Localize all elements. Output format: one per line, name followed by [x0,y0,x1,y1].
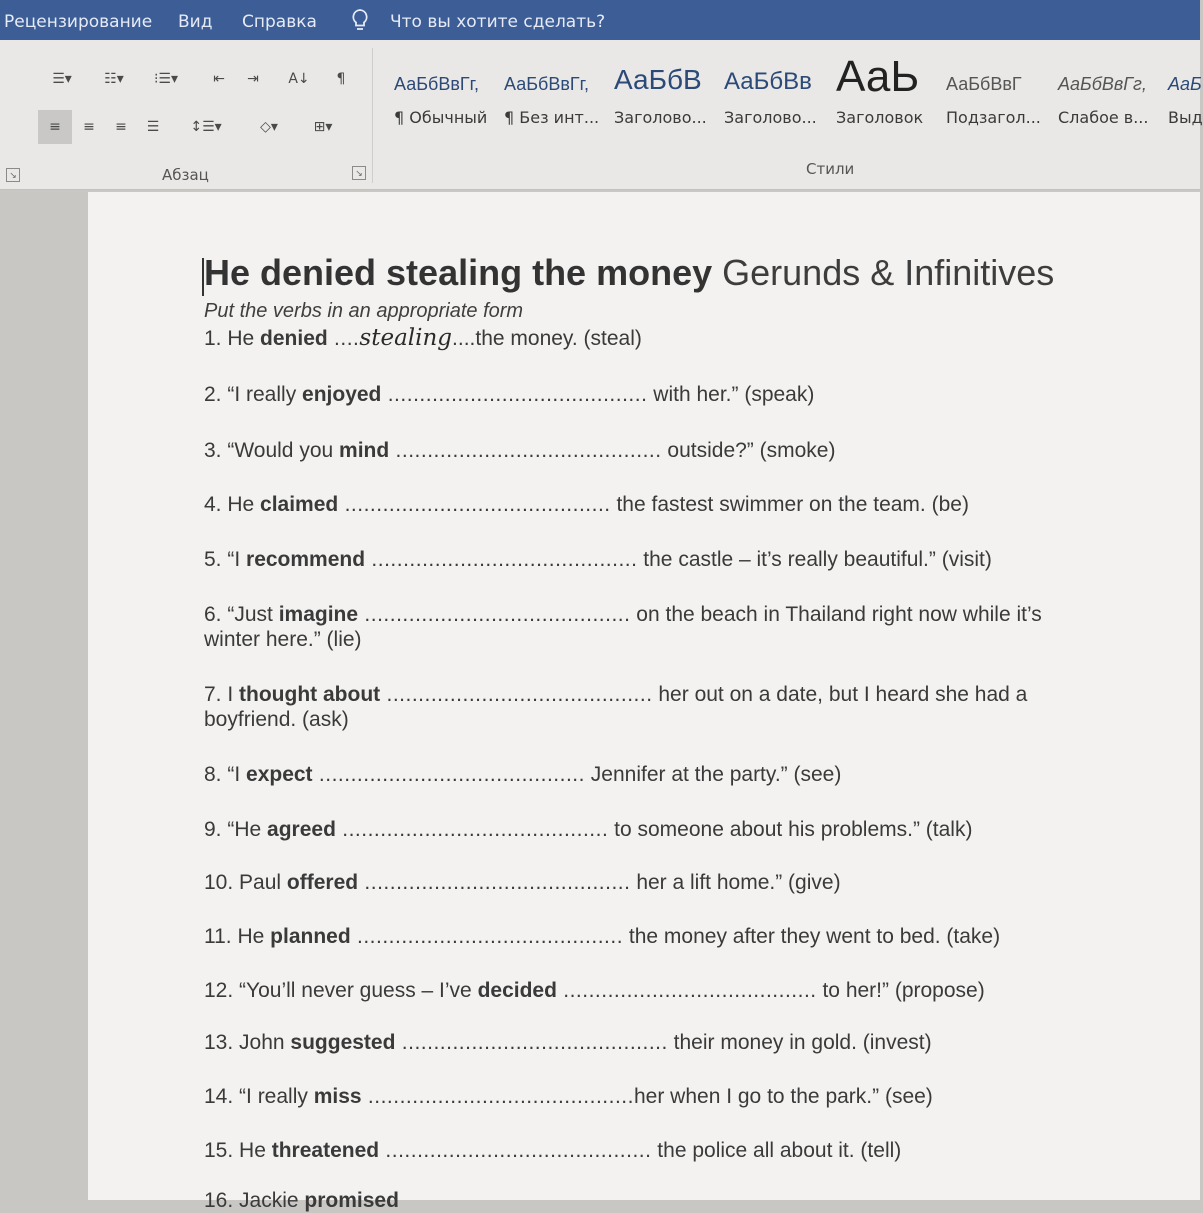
align-center-icon[interactable]: ≡ [83,119,95,135]
exercise-line [204,682,1144,707]
exercise-verb: promised [304,1189,399,1212]
exercise-suffix: her when I go to the park.” (see) [633,1085,933,1108]
answer-blank: .......................................... [380,683,653,706]
exercise-line [204,382,1144,407]
exercise-line [204,978,1144,1003]
exercise-line [204,924,1144,949]
paragraph-group-label: Абзац [162,166,209,184]
exercise-prefix: 11. He [204,925,271,948]
answer-blank: .... [327,327,360,350]
exercise-prefix: 13. John [204,1031,291,1054]
justify-icon[interactable]: ☰ [146,119,160,135]
tell-me-search[interactable]: Что вы хотите сделать? [390,12,606,32]
exercise-item [204,326,1144,351]
exercise-line [204,326,1144,351]
menu-view[interactable]: Вид [178,12,213,32]
exercise-prefix: 9. “He [204,818,268,841]
borders-icon[interactable]: ⊞▾ [313,119,333,135]
exercise-verb: threatened [271,1139,380,1162]
exercise-prefix: 6. “Just [204,603,279,626]
align-right-icon[interactable]: ≡ [115,119,127,135]
exercise-suffix: the fastest swimmer on the team. (be) [610,493,969,516]
exercise-prefix: 2. “I really [204,383,303,406]
answer-blank: .......................................... [338,493,611,516]
exercise-verb: thought about [239,683,381,706]
exercise-item [204,1084,1144,1109]
exercise-prefix: 3. “Would you [204,439,340,462]
line-spacing-icon[interactable]: ↕☰▾ [190,119,222,135]
menu-help[interactable]: Справка [242,12,317,32]
answer-blank: .......................................... [395,1031,668,1054]
exercise-suffix: outside?” (smoke) [661,439,836,462]
exercise-verb: mind [339,439,390,462]
answer-blank: .......................................... [358,603,631,626]
exercise-verb: imagine [278,603,359,626]
answer-blank: .......................................... [389,439,662,462]
exercise-line [204,1084,1144,1109]
ribbon: ☰▾ ☷▾ ⁝☰▾ ⇤ ⇥ A↓ ¶ ≡ ≡ ≡ ☰ ↕☰▾ ◇▾ ⊞▾ ↘ Абзац ↘ АаБбВвГг, ¶ Обычный АаБбВвГг, ¶ Без инт... АаБбВ Заголово... АаБбВв Заголово... АаЬ Заголовок АаБбВвГ Подзагол... АаБбВвГг, Слабое в... АаБ Выд Стили [0,40,1200,190]
exercise-suffix: her a lift home.” (give) [630,871,841,894]
exercise-line [204,1138,1144,1163]
exercise-item [204,817,1144,842]
exercise-item [204,602,1144,652]
exercise-line [204,602,1144,627]
exercise-line [204,547,1144,572]
answer-blank: ........................................ [556,979,817,1002]
exercise-item [204,547,1144,572]
exercise-prefix: 7. I [204,683,240,706]
exercise-suffix: Jennifer at the party.” (see) [584,763,842,786]
exercise-line [204,438,1144,463]
exercise-prefix: 1. He [204,327,261,350]
exercise-prefix: 12. “You’ll never guess – I’ve [204,979,478,1002]
exercise-suffix: on the beach in Thailand right now while it’s [630,603,1042,626]
menu-bar [0,0,1200,40]
answer-blank: ......................................... [381,383,648,406]
exercise-line [204,817,1144,842]
ribbon-separator [372,48,373,183]
numbering-icon[interactable]: ☷▾ [104,71,124,87]
paragraph-dialog-launcher-icon[interactable]: ↘ [352,166,366,180]
increase-indent-icon[interactable]: ⇥ [247,71,259,87]
sort-icon[interactable]: A↓ [288,71,310,87]
exercise-verb: recommend [246,548,366,571]
exercise-continuation: winter here.” (lie) [204,628,362,651]
exercise-item [204,924,1144,949]
lightbulb-icon[interactable] [350,8,370,32]
exercise-prefix: 8. “I [204,763,247,786]
handwritten-answer: stealing [359,325,453,351]
exercise-item [204,1138,1144,1163]
exercise-line [204,1030,1144,1055]
answer-blank: .......................................... [350,925,624,948]
exercise-verb: claimed [260,493,339,516]
multilevel-list-icon[interactable]: ⁝☰▾ [153,71,179,87]
exercise-item [204,1188,1144,1213]
instruction-text: Put the verbs in an appropriate form [204,300,524,322]
exercise-suffix: the police all about it. (tell) [651,1139,902,1162]
exercise-prefix: 10. Paul [204,871,287,894]
exercise-verb: enjoyed [302,383,382,406]
exercise-verb: decided [477,979,557,1002]
exercise-line [204,1188,1144,1213]
align-left-icon[interactable]: ≡ [38,110,72,144]
title-bold: He denied stealing the money [204,252,713,293]
exercise-suffix: their money in gold. (invest) [667,1031,932,1054]
exercise-suffix: the castle – it’s really beautiful.” (visit) [637,548,992,571]
exercise-prefix: 4. He [204,493,261,516]
exercise-line [204,762,1144,787]
font-dialog-launcher-icon[interactable]: ↘ [6,168,20,182]
answer-blank: .......................................... [361,1085,634,1108]
exercise-item [204,682,1144,732]
exercise-prefix: 15. He [204,1139,272,1162]
exercise-suffix: the money after they went to bed. (take) [623,925,1001,948]
exercise-item [204,1030,1144,1055]
exercise-item [204,492,1144,517]
shading-icon[interactable]: ◇▾ [260,119,278,135]
exercise-verb: suggested [290,1031,396,1054]
pilcrow-icon[interactable]: ¶ [336,71,346,87]
exercise-verb: offered [286,871,359,894]
exercise-prefix: 14. “I really [204,1085,314,1108]
exercise-verb: expect [246,763,313,786]
exercise-item [204,870,1144,895]
exercise-continuation: boyfriend. (ask) [204,708,349,731]
exercise-item [204,762,1144,787]
title-subject: Gerunds & Infinitives [722,252,1055,293]
exercise-suffix: with her.” (speak) [647,383,815,406]
exercise-verb: planned [270,925,351,948]
exercise-prefix: 16. Jackie [204,1189,305,1212]
page-title [204,252,1054,294]
exercise-item [204,978,1144,1003]
exercise-item [204,438,1144,463]
menu-review[interactable]: Рецензирование [4,12,153,32]
answer-blank: .......................................... [335,818,609,841]
exercise-suffix: her out on a date, but I heard she had a [652,683,1028,706]
exercise-verb: miss [313,1085,362,1108]
answer-blank: .......................................... [312,763,585,786]
exercise-item [204,382,1144,407]
exercise-prefix: 5. “I [204,548,247,571]
exercise-suffix: ....the money. (steal) [452,327,642,350]
exercise-verb: denied [260,327,328,350]
answer-blank: .......................................... [379,1139,652,1162]
answer-blank: .......................................... [365,548,638,571]
answer-blank: .......................................... [358,871,631,894]
exercise-suffix: to someone about his problems.” (talk) [608,818,973,841]
decrease-indent-icon[interactable]: ⇤ [213,71,225,87]
exercise-line [204,492,1144,517]
styles-group-label: Стили [806,160,855,178]
exercise-suffix: to her!” (propose) [816,979,985,1002]
bullets-icon[interactable]: ☰▾ [52,71,72,87]
exercise-line [204,870,1144,895]
style-emphasis[interactable]: АаБ Выд [1168,74,1203,127]
exercise-verb: agreed [267,818,336,841]
